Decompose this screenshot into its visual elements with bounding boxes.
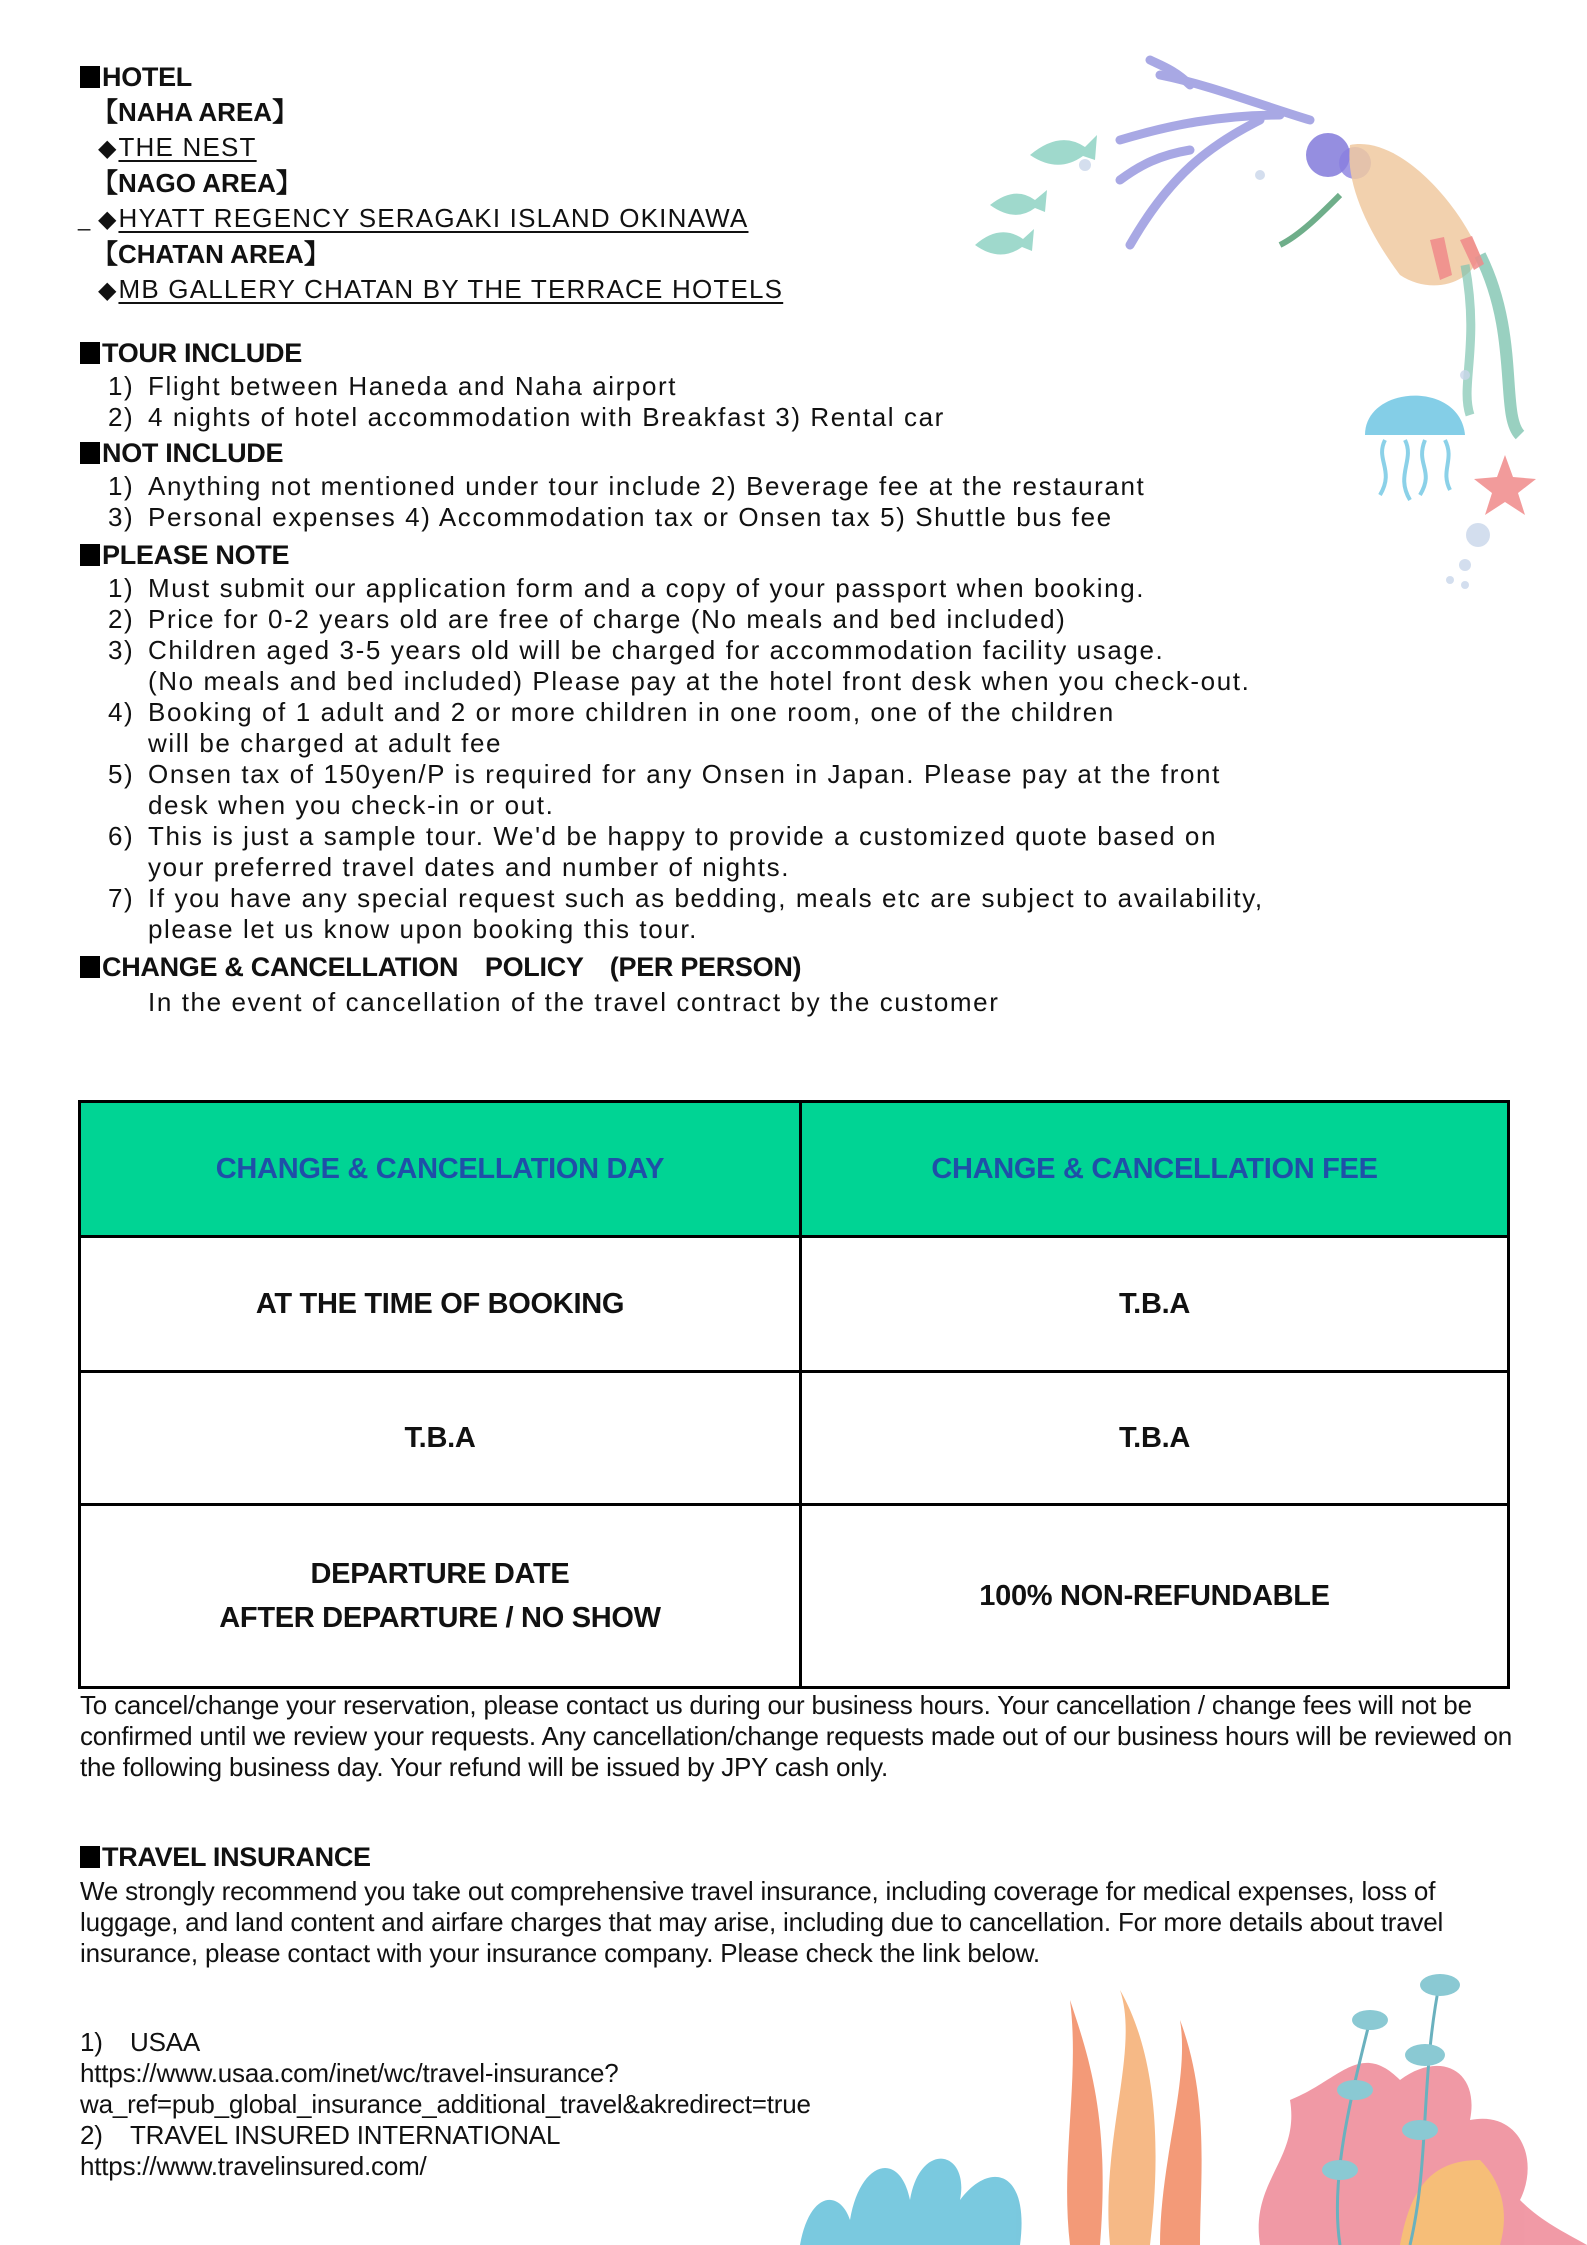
cell-day: T.B.A [80, 1372, 801, 1505]
list-item [80, 471, 1145, 502]
not-include-section [80, 436, 1145, 533]
tour-include-section [80, 336, 945, 433]
list-text: This is just a sample tour. We'd be happy to provide a customized quote based on [148, 821, 1218, 851]
square-bullet-icon [80, 442, 100, 464]
cell-fee: T.B.A [801, 1237, 1509, 1372]
cell-fee: 100% NON-REFUNDABLE [801, 1505, 1509, 1688]
area-label-naha: 【NAHA AREA】 [92, 97, 299, 127]
please-note-heading [80, 538, 1264, 573]
not-include-heading-text: NOT INCLUDE [102, 438, 284, 468]
provider-name: TRAVEL INSURED INTERNATIONAL [130, 2120, 561, 2150]
stray-underscore-mark: _ [78, 206, 92, 231]
cell-day: AT THE TIME OF BOOKING [80, 1237, 801, 1372]
list-text: Price for 0-2 years old are free of charge (No meals and bed included) [148, 604, 1067, 634]
list-text: Onsen tax of 150yen/P is required for any Onsen in Japan. Please pay at the front [148, 759, 1221, 789]
provider-url-line[interactable]: https://www.usaa.com/inet/wc/travel-insurance? [80, 2058, 619, 2088]
list-number: 7) [108, 883, 135, 913]
list-item [80, 371, 945, 402]
hotel-item-the-nest[interactable] [80, 130, 783, 166]
cell-day [80, 1505, 801, 1688]
list-text: Children aged 3-5 years old will be charged for accommodation facility usage. [148, 635, 1165, 665]
cancellation-note: To cancel/change your reservation, please contact us during our business hours. Your cancellation / change fees will not be confirmed until we review your requests. Any cancellation/change requests made out of our business hours will be reviewed on the following business day. Your refund will be issued by JPY cash only. [80, 1690, 1512, 1782]
provider-item [80, 2120, 811, 2151]
policy-subtitle: In the event of cancellation of the travel contract by the customer [148, 987, 1000, 1017]
list-text: Flight between Haneda and Naha airport [148, 371, 678, 401]
note-item-6-cont: your preferred travel dates and number of nights. [148, 852, 791, 882]
hotel-section [80, 60, 783, 308]
cell-fee: T.B.A [801, 1372, 1509, 1505]
hotel-heading-text: HOTEL [102, 62, 192, 92]
insurance-providers [80, 2027, 811, 2182]
square-bullet-icon [80, 66, 100, 88]
provider-item [80, 2027, 811, 2058]
tour-include-heading [80, 336, 945, 371]
list-text: Booking of 1 adult and 2 or more children in one room, one of the children [148, 697, 1115, 727]
area-label-nago: 【NAGO AREA】 [92, 168, 302, 198]
note-item-5 [80, 759, 1264, 790]
list-number: 2) [80, 2120, 103, 2150]
policy-heading [80, 950, 1000, 985]
list-number: 2) [108, 604, 135, 634]
list-text: 4 nights of hotel accommodation with Breakfast 3) Rental car [148, 402, 945, 432]
note-item-7 [80, 883, 1264, 914]
policy-section [80, 950, 1000, 1020]
list-number: 1) [108, 471, 135, 501]
square-bullet-icon [80, 1846, 100, 1868]
note-item-3 [80, 635, 1264, 666]
cell-day-line: AFTER DEPARTURE / NO SHOW [219, 1602, 661, 1634]
column-header-fee: CHANGE & CANCELLATION FEE [801, 1102, 1509, 1237]
list-text: If you have any special request such as bedding, meals etc are subject to availability, [148, 883, 1264, 913]
hotel-heading [80, 60, 783, 95]
list-item [80, 502, 1145, 533]
note-item-4-cont: will be charged at adult fee [148, 728, 503, 758]
note-item-3-cont: (No meals and bed included) Please pay at the hotel front desk when you check-out. [148, 666, 1251, 696]
insurance-body: We strongly recommend you take out comprehensive travel insurance, including coverage for medical expenses, loss of luggage, and land content and airfare charges that may arise, including due to cancellation. For more details about travel insurance, please contact with your insurance company. Please check the link below. [80, 1876, 1444, 1968]
provider-name: USAA [130, 2027, 201, 2057]
provider-url-line[interactable]: wa_ref=pub_global_insurance_additional_travel&akredirect=true [80, 2089, 811, 2119]
diamond-bullet-icon: ◆ [98, 277, 117, 304]
hotel-item-mb-gallery[interactable] [80, 272, 783, 308]
list-number: 1) [108, 371, 135, 401]
list-number: 5) [108, 759, 135, 789]
please-note-heading-text: PLEASE NOTE [102, 540, 290, 570]
diamond-bullet-icon: ◆ [98, 135, 117, 162]
square-bullet-icon [80, 544, 100, 566]
note-item-1 [80, 573, 1264, 604]
list-item [80, 402, 945, 433]
provider-url-line[interactable]: https://www.travelinsured.com/ [80, 2151, 427, 2181]
hotel-link[interactable]: MB GALLERY CHATAN BY THE TERRACE HOTELS [118, 274, 784, 304]
square-bullet-icon [80, 342, 100, 364]
table-row [80, 1372, 1509, 1505]
policy-heading-text: CHANGE & CANCELLATION POLICY (PER PERSON) [102, 952, 802, 982]
table-row [80, 1237, 1509, 1372]
hotel-link[interactable]: HYATT REGENCY SERAGAKI ISLAND OKINAWA [118, 203, 749, 233]
note-item-7-cont: please let us know upon booking this tour. [148, 914, 698, 944]
list-number: 2) [108, 402, 135, 432]
table-header-row [80, 1102, 1509, 1237]
cell-day-line: DEPARTURE DATE [310, 1558, 570, 1590]
list-text: Personal expenses 4) Accommodation tax or Onsen tax 5) Shuttle bus fee [148, 502, 1113, 532]
area-label-chatan: 【CHATAN AREA】 [92, 239, 330, 269]
column-header-day: CHANGE & CANCELLATION DAY [80, 1102, 801, 1237]
list-number: 3) [108, 635, 135, 665]
hotel-link[interactable]: THE NEST [118, 132, 257, 162]
note-item-5-cont: desk when you check-in or out. [148, 790, 555, 820]
list-number: 3) [108, 502, 135, 532]
diamond-bullet-icon: ◆ [98, 206, 117, 233]
list-number: 4) [108, 697, 135, 727]
list-number: 1) [80, 2027, 103, 2057]
not-include-heading [80, 436, 1145, 471]
list-number: 6) [108, 821, 135, 851]
note-item-2 [80, 604, 1264, 635]
table-row [80, 1505, 1509, 1688]
coral-reef-illustration-icon [780, 1960, 1587, 2245]
insurance-section [80, 1840, 371, 1875]
square-bullet-icon [80, 956, 100, 978]
note-item-4 [80, 697, 1264, 728]
note-item-6 [80, 821, 1264, 852]
insurance-heading-text: TRAVEL INSURANCE [102, 1842, 371, 1872]
list-text: Must submit our application form and a copy of your passport when booking. [148, 573, 1146, 603]
please-note-section [80, 538, 1264, 945]
list-text: Anything not mentioned under tour include 2) Beverage fee at the restaurant [148, 471, 1146, 501]
insurance-heading [80, 1840, 371, 1875]
cancellation-fee-table [78, 1100, 1510, 1689]
list-number: 1) [108, 573, 135, 603]
tour-include-heading-text: TOUR INCLUDE [102, 338, 302, 368]
hotel-item-hyatt-regency[interactable] [80, 201, 783, 237]
